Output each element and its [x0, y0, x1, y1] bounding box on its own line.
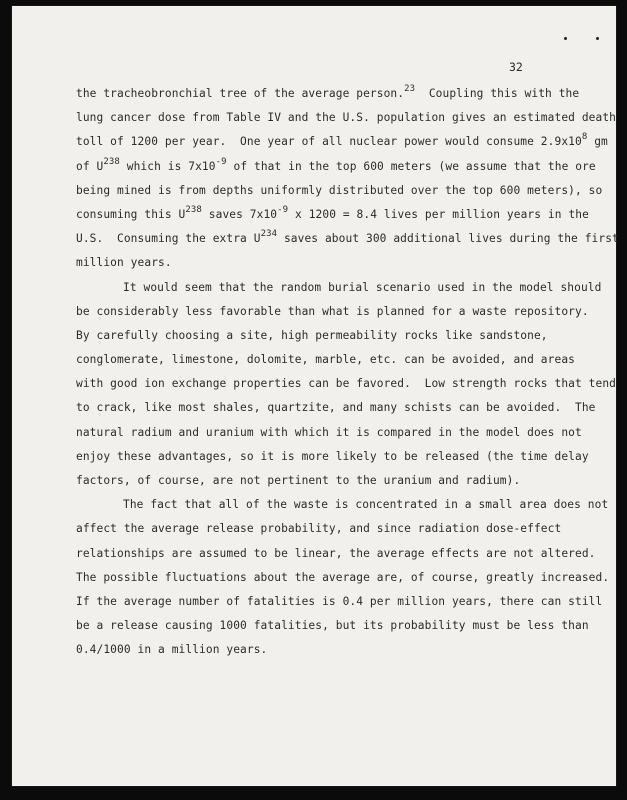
text-run: being mined is from depths uniformly distributed over the top 600 meters), so: [76, 183, 603, 197]
text-run: The possible fluctuations about the average are, of course, greatly increased.: [76, 570, 610, 584]
page-number: 32: [509, 60, 523, 74]
text-line: [76, 372, 616, 396]
text-run: enjoy these advantages, so it is more likely to be released (the time delay: [76, 449, 589, 463]
superscript: -9: [215, 156, 227, 167]
text-run: x 1200 = 8.4 lives per million years in the: [288, 207, 589, 221]
superscript: 23: [404, 84, 416, 94]
superscript: 234: [260, 229, 278, 240]
corner-dot-left: [564, 37, 567, 40]
text-line: [76, 396, 596, 420]
body-text: [76, 82, 619, 663]
text-run: relationships are assumed to be linear, the average effects are not altered.: [76, 546, 596, 560]
text-run: factors, of course, are not pertinent to the uranium and radium).: [76, 474, 521, 487]
text-run: conglomerate, limestone, dolomite, marble, etc. can be avoided, and areas: [76, 353, 575, 367]
text-line: [76, 590, 603, 614]
text-run: of that in the top 600 meters (we assume that the ore: [226, 159, 596, 173]
text-line: [76, 421, 586, 445]
text-line: [76, 227, 619, 251]
text-line: [76, 469, 586, 493]
superscript: 238: [185, 204, 202, 215]
text-line: [76, 276, 602, 300]
text-line: [76, 566, 610, 590]
text-line: [76, 155, 596, 179]
text-line: [76, 517, 586, 541]
text-line: [76, 614, 589, 638]
text-run: to crack, like most shales, quartzite, and many schists can be avoided. The: [76, 401, 596, 415]
text-line: [76, 300, 589, 324]
text-line: [76, 130, 608, 154]
text-line: [76, 251, 586, 275]
text-run: natural radium and uranium with which it is compared in the model does not: [76, 425, 582, 439]
text-run: It would seem that the random burial scenario used in the model should: [123, 280, 602, 294]
text-line: [76, 179, 603, 203]
text-line: [76, 203, 589, 227]
text-line: [76, 638, 586, 662]
text-run: 0.4/1000 in a million years.: [76, 643, 268, 657]
text-line: [76, 82, 586, 106]
text-line: [76, 348, 586, 372]
text-run: toll of 1200 per year. One year of all nuclear power would consume 2.9x10: [76, 135, 582, 149]
text-run: U.S. Consuming the extra U: [76, 232, 261, 246]
text-line: [76, 445, 589, 469]
text-run: with good ion exchange properties can be favored. Low strength rocks that tend: [76, 377, 616, 391]
text-run: saves about 300 additional lives during the first: [277, 232, 619, 246]
text-line: [76, 106, 616, 130]
text-run: If the average number of fatalities is 0.4 per million years, there can still: [76, 594, 603, 608]
paragraph: [76, 82, 619, 276]
paragraph: [76, 493, 610, 662]
corner-dot-right: [596, 37, 599, 40]
text-run: be a release causing 1000 fatalities, but its probability must be less than: [76, 619, 589, 633]
text-run: consuming this U: [76, 207, 186, 221]
text-run: Coupling this with the: [415, 87, 580, 100]
text-run: the tracheobronchial tree of the average person.: [76, 87, 405, 100]
text-run: which is 7x10: [119, 159, 216, 173]
text-run: By carefully choosing a site, high permeability rocks like sandstone,: [76, 328, 548, 342]
text-run: saves 7x10: [201, 207, 278, 221]
text-run: million years.: [76, 256, 172, 270]
paragraph: [76, 276, 616, 494]
text-run: lung cancer dose from Table IV and the U.S. population gives an estimated death: [76, 111, 616, 125]
text-line: [76, 542, 596, 566]
superscript: -9: [277, 204, 289, 215]
superscript: 8: [581, 132, 588, 143]
text-line: [76, 493, 609, 517]
superscript: 238: [103, 156, 120, 167]
text-run: The fact that all of the waste is concentrated in a small area does not: [123, 498, 609, 512]
text-run: of U: [76, 159, 104, 173]
text-run: affect the average release probability, and since radiation dose-effect: [76, 522, 562, 536]
document-page: [12, 6, 619, 786]
text-run: be considerably less favorable than what is planned for a waste repository.: [76, 304, 589, 318]
text-run: gm: [587, 135, 608, 149]
text-line: [76, 324, 586, 348]
